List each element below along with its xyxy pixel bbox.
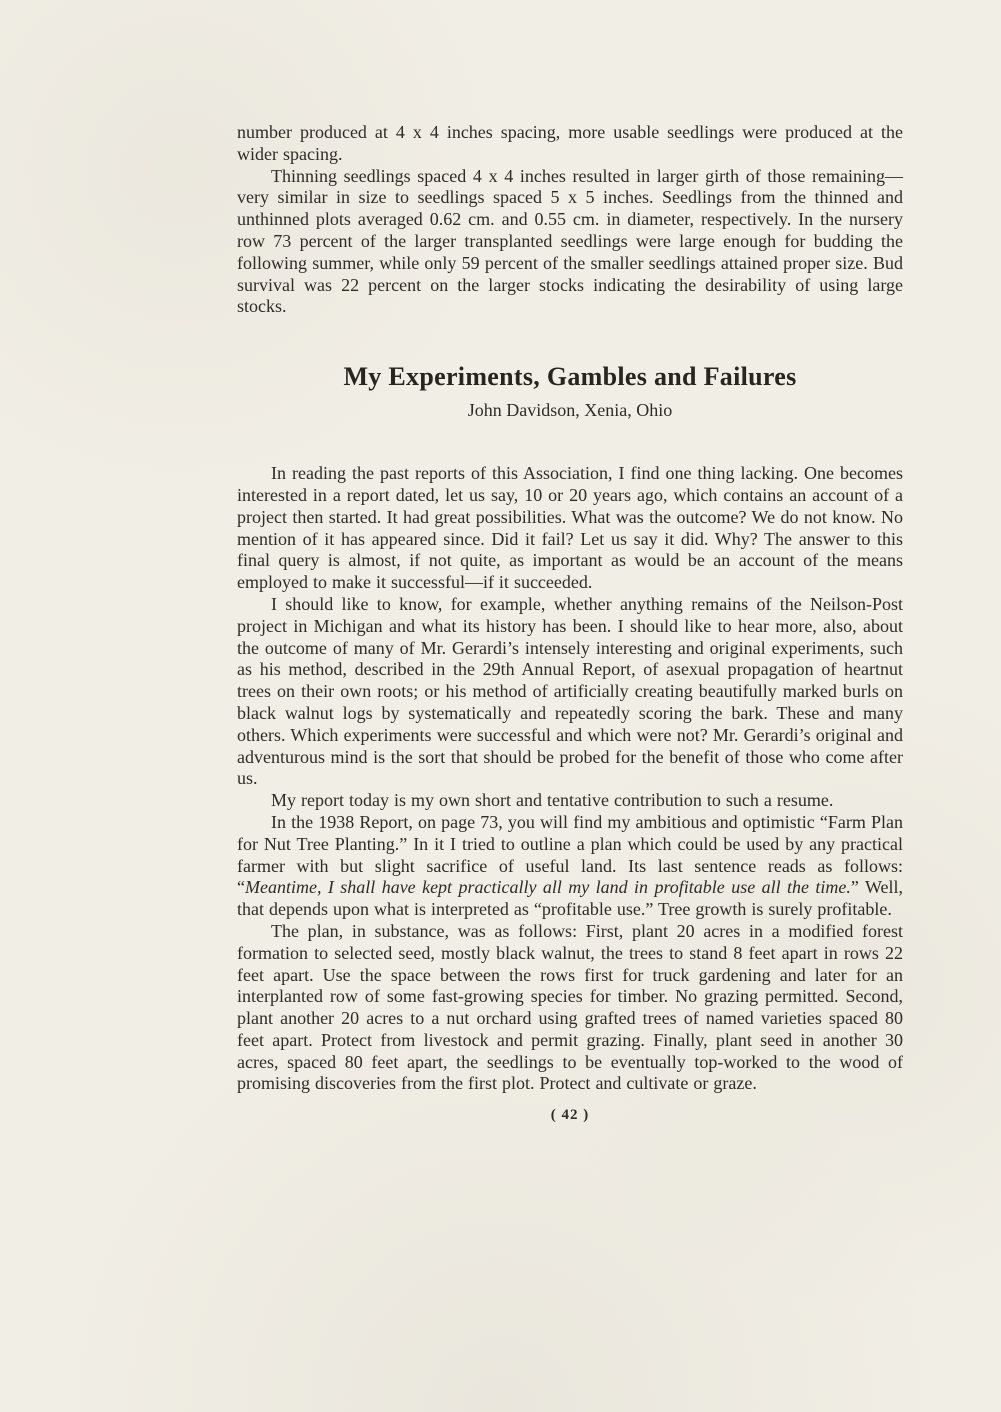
paragraph-past-reports: In reading the past reports of this Association, I find one thing lacking. One becomes interested in a report dated, let us say, 10 or 20 years ago, which contains an account of a project then started. It had great possibilities. What was the outcome? We do not know. No mention of it has appeared since. Did it fail? Let us say it did. Why? The answer to this final query is almost, if not quite, as important as would be an account of the means employed to make it successful—if it succeeded. (237, 463, 903, 593)
quote-after-text: ” Well, that depends upon what is interpreted as “profitable use.” Tree growth is surely profitable. (237, 877, 903, 920)
text-column (237, 122, 903, 1124)
page-number: ( 42 ) (550, 1107, 590, 1124)
paragraph-1938-report (237, 812, 903, 921)
paragraph-the-plan: The plan, in substance, was as follows: First, plant 20 acres in a modified forest formation to selected seed, mostly black walnut, the trees to stand 8 feet apart in rows 22 feet apart. Use the space between the rows first for truck gardening and later for an interplanted row of some fast-growing species for timber. No grazing permitted. Second, plant another 20 acres to a nut orchard using grafted trees of named varieties spaced 80 feet apart. Protect from livestock and permit grazing. Finally, plant seed in another 30 acres, spaced 80 feet apart, the seedlings to be eventually top-worked to the wood of promising discoveries from the first plot. Protect and cultivate or graze. (237, 920, 903, 1094)
paragraph-my-report: My report today is my own short and tentative contribution to such a resume. (271, 790, 834, 811)
paragraph-neilson-post: I should like to know, for example, whether anything remains of the Neilson-Post project in Michigan and what its history has been. I should like to hear more, also, about the outcome of many of Mr. Gerardi’s intensely interesting and original experiments, such as his method, described in the 29th Annual Report, of asexual propagation of heartnut trees on their own roots; or his method of artificially creating beautifully marked burls on black walnut logs by systematically and repeatedly scoring the bark. These and many others. Which experiments were successful and which were not? Mr. Gerardi’s original and adventurous mind is the sort that should be probed for the benefit of those who come after us. (237, 593, 903, 789)
article-byline: John Davidson, Xenia, Ohio (467, 400, 673, 421)
article-title: My Experiments, Gambles and Failures (343, 362, 797, 392)
quote-italic-text: Meantime, I shall have kept practically all my land in profitable use all the time. (245, 877, 851, 898)
continuation-paragraph: number produced at 4 x 4 inches spacing, more usable seedlings were produced at the wider spacing. (237, 122, 903, 164)
paragraph-thinning-seedlings: Thinning seedlings spaced 4 x 4 inches resulted in larger girth of those remaining—very similar in size to seedlings spaced 5 x 5 inches. Seedlings from the thinned and unthinned plots averaged 0.62 cm. and 0.55 cm. in diameter, respectively. In the nursery row 73 percent of the larger transplanted seedlings were large enough for budding the following summer, while only 59 percent of the smaller seedlings attained proper size. Bud survival was 22 percent on the larger stocks indicating the desirability of using large stocks. (237, 165, 903, 317)
quote-before-text: In the 1938 Report, on page 73, you will find my ambitious and optimistic “Farm Plan for Nut Tree Planting.” In it I tried to outline a plan which could be used by any practical farmer with but slight sacrifice of useful land. Its last sentence reads as follows: “ (237, 811, 903, 898)
